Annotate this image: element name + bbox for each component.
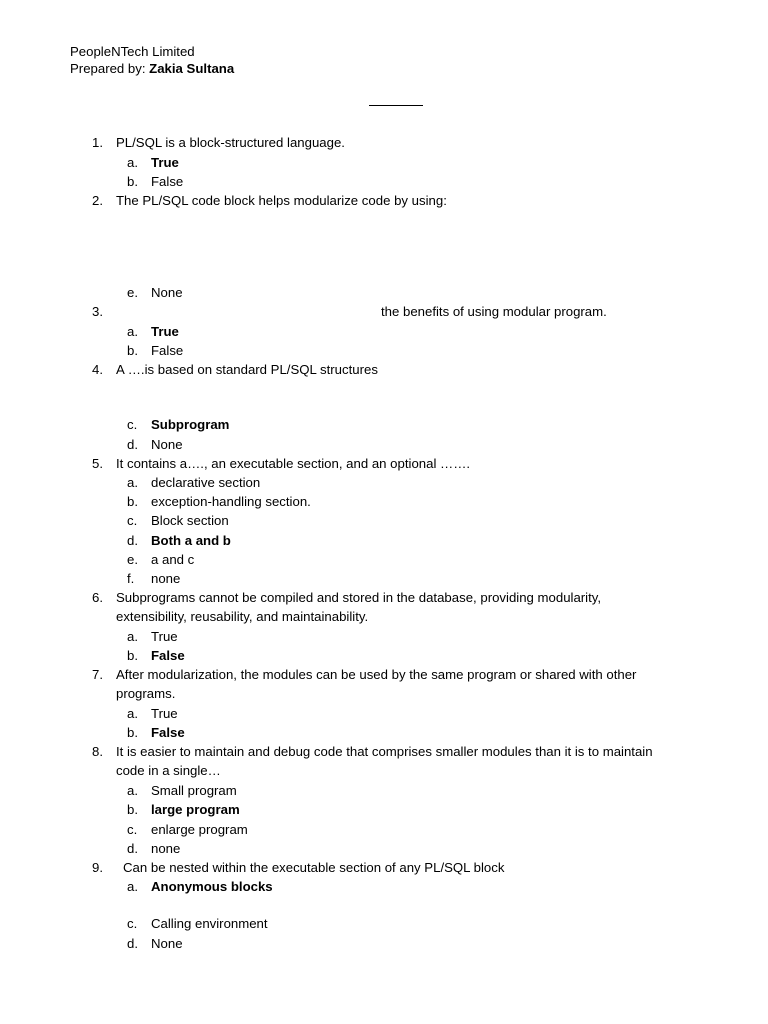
- question-number: 1.: [92, 135, 103, 150]
- question-number: 5.: [92, 456, 103, 471]
- option-letter: c.: [127, 916, 138, 931]
- question-number: 7.: [92, 667, 103, 682]
- option-letter: f.: [127, 571, 135, 586]
- option-text: Block section: [151, 513, 229, 528]
- option-text: Calling environment: [151, 916, 268, 931]
- question-text-line-2: programs.: [116, 686, 176, 701]
- option-text: False: [151, 648, 185, 663]
- option-text: True: [151, 706, 178, 721]
- option-letter: d.: [127, 437, 138, 452]
- question-text-line-2: extensibility, reusability, and maintainability.: [116, 609, 369, 624]
- author-name: Zakia Sultana: [149, 61, 235, 76]
- option-letter: b.: [127, 648, 138, 663]
- option-letter: d.: [127, 936, 138, 951]
- option-text: None: [151, 437, 183, 452]
- option-text: none: [151, 841, 181, 856]
- prepared-by-label: Prepared by:: [70, 61, 150, 76]
- option-text: Small program: [151, 783, 237, 798]
- question-number: 8.: [92, 744, 103, 759]
- option-text: None: [151, 936, 183, 951]
- option-letter: a.: [127, 155, 138, 170]
- question-number: 6.: [92, 590, 103, 605]
- question-text-line-1: After modularization, the modules can be used by the same program or shared with other: [116, 667, 637, 682]
- question-text: It contains a…., an executable section, and an optional …….: [116, 456, 471, 471]
- option-text: exception-handling section.: [151, 494, 311, 509]
- option-letter: c.: [127, 513, 138, 528]
- option-letter: b.: [127, 343, 138, 358]
- option-text: none: [151, 571, 181, 586]
- option-text: enlarge program: [151, 822, 248, 837]
- option-letter: d.: [127, 841, 138, 856]
- prepared-by-line: [70, 60, 234, 77]
- option-letter: c.: [127, 822, 138, 837]
- question-number: 2.: [92, 193, 103, 208]
- question-text-line-2: code in a single…: [116, 763, 221, 778]
- question-text-line-1: Subprograms cannot be compiled and stored in the database, providing modularity,: [116, 590, 602, 605]
- question-text: the benefits of using modular program.: [381, 304, 607, 319]
- question-text: PL/SQL is a block-structured language.: [116, 135, 345, 150]
- option-text: True: [151, 629, 178, 644]
- option-text: False: [151, 174, 184, 189]
- option-text: a and c: [151, 552, 195, 567]
- option-text: Subprogram: [151, 417, 230, 432]
- document-header: [70, 43, 234, 77]
- option-text: True: [151, 324, 179, 339]
- company-name: PeopleNTech Limited: [70, 44, 195, 59]
- option-letter: d.: [127, 533, 138, 548]
- question-text: A ….is based on standard PL/SQL structures: [116, 362, 378, 377]
- option-letter: e.: [127, 285, 138, 300]
- question-text: Can be nested within the executable section of any PL/SQL block: [123, 860, 505, 875]
- option-letter: b.: [127, 802, 138, 817]
- option-letter: a.: [127, 475, 138, 490]
- option-text: large program: [151, 802, 240, 817]
- option-letter: b.: [127, 174, 138, 189]
- option-text: False: [151, 343, 184, 358]
- question-number: 4.: [92, 362, 103, 377]
- option-letter: a.: [127, 706, 138, 721]
- option-letter: a.: [127, 783, 138, 798]
- question-text-line-1: It is easier to maintain and debug code that comprises smaller modules than it is to maintain: [116, 744, 653, 759]
- option-letter: c.: [127, 417, 138, 432]
- option-text: Both a and b: [151, 533, 231, 548]
- option-text: declarative section: [151, 475, 261, 490]
- option-letter: b.: [127, 494, 138, 509]
- blank-underline: [369, 105, 423, 106]
- option-letter: a.: [127, 629, 138, 644]
- option-letter: b.: [127, 725, 138, 740]
- question-number: 9.: [92, 860, 103, 875]
- option-text: True: [151, 155, 179, 170]
- option-text: Anonymous blocks: [151, 879, 273, 894]
- option-text: False: [151, 725, 185, 740]
- option-letter: e.: [127, 552, 138, 567]
- option-letter: a.: [127, 879, 138, 894]
- question-number: 3.: [92, 304, 103, 319]
- option-letter: a.: [127, 324, 138, 339]
- option-text: None: [151, 285, 183, 300]
- question-text: The PL/SQL code block helps modularize code by using:: [116, 193, 447, 208]
